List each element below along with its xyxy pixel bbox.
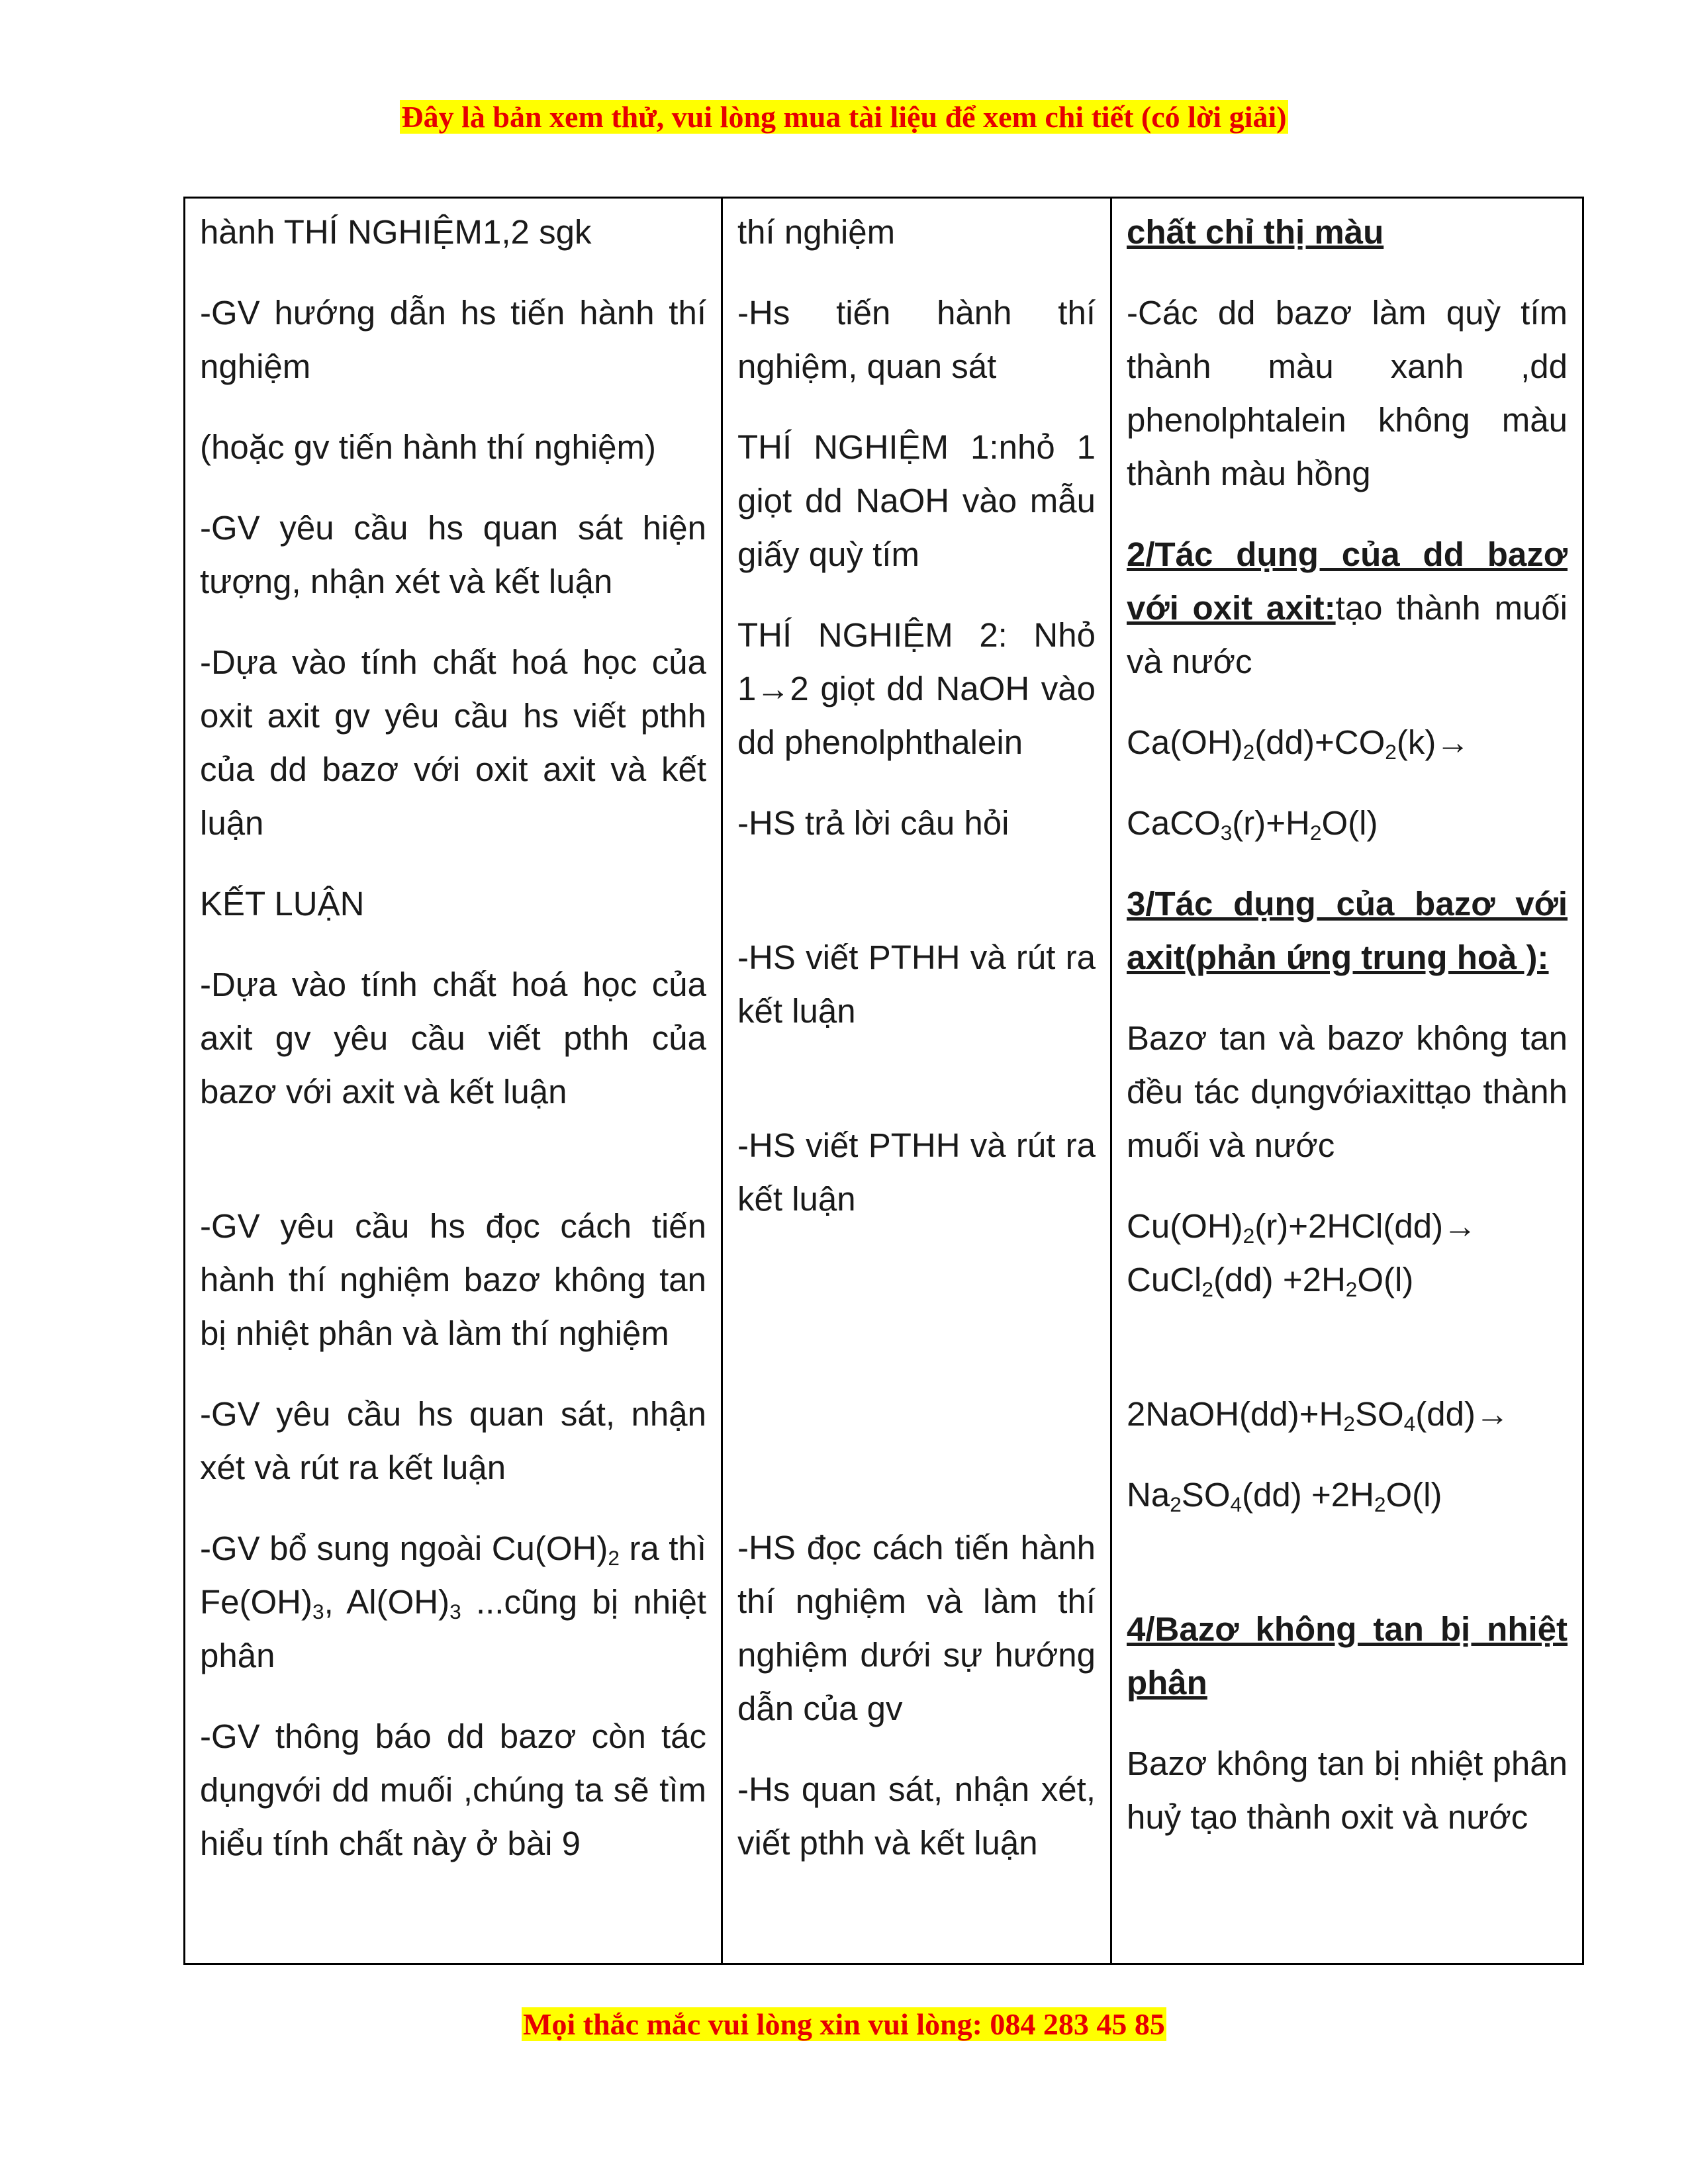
paragraph: -GV yêu cầu hs đọc cách tiến hành thí nghiệm bazơ không tan bị nhiệt phân và làm thí nghiệm (200, 1207, 706, 1352)
paragraph: thí nghiệm (737, 213, 896, 251)
equation: $2NaOH(dd)+H_2SO_4(dd)\to$ (1127, 1395, 1509, 1435)
equation: $Cu(OH)_2(r)+2HCl(dd)\to$ (1127, 1207, 1477, 1248)
paragraph: (hoặc gv tiến hành thí nghiệm) (200, 428, 656, 466)
paragraph: Bazơ không tan bị nhiệt phân huỷ tạo thành oxit và nước (1127, 1745, 1568, 1836)
paragraph: -GV yêu cầu hs quan sát, nhận xét và rút ra kết luận (200, 1395, 706, 1486)
equation: CuCl$_2$(dd) $+2H_2O(l)$ (1127, 1261, 1414, 1301)
paragraph: -Dựa vào tính chất hoá học của axit gv yêu cầu viết pthh của bazơ với axit và kết luận (200, 966, 706, 1111)
paragraph: -Các dd bazơ làm quỳ tím thành màu xanh ,dd phenolphtalein không màu thành màu hồng (1127, 294, 1568, 492)
section-heading: 2/Tác dụng của dd bazơ với oxit axit: (1127, 535, 1568, 627)
paragraph: -HS viết PTHH và rút ra kết luận (737, 938, 1096, 1030)
section-heading: 4/Bazơ không tan bị nhiệt phân (1127, 1610, 1568, 1702)
paragraph: -Hs quan sát, nhận xét, viết pthh và kết luận (737, 1770, 1096, 1862)
paragraph: Bazơ tan và bazơ không tan đều tác dụngvớiaxittạo thành muối và nước (1127, 1019, 1568, 1164)
student-activity-cell (722, 198, 1111, 1964)
section-heading: 3/Tác dụng của bazơ với axit(phản ứng trung hoà ): (1127, 885, 1568, 976)
preview-notice-banner: Đây là bản xem thử, vui lòng mua tài liệu để xem chi tiết (có lời giải) (401, 100, 1287, 134)
table-row (185, 198, 1583, 1964)
paragraph: -Hs tiến hành thí nghiệm, quan sát (737, 294, 1096, 385)
paragraph: 2/Tác dụng của dd bazơ với oxit axit:tạo thành muối và nước (1127, 535, 1568, 680)
equation: $CaCO_3(r)+H_2O(l)$ (1127, 804, 1378, 844)
paragraph: hành THÍ NGHIỆM1,2 sgk (200, 213, 592, 251)
content-cell (1111, 198, 1583, 1964)
paragraph: -GV thông báo dd bazơ còn tác dụngvới dd muối ,chúng ta sẽ tìm hiểu tính chất này ở bài 9 (200, 1717, 706, 1862)
paragraph: -HS viết PTHH và rút ra kết luận (737, 1126, 1096, 1218)
contact-banner: Mọi thắc mắc vui lòng xin vui lòng: 084 283 45 85 (523, 2007, 1165, 2041)
equation: $Ca(OH)_2(dd)+CO_2(k)\to$ (1127, 723, 1470, 764)
paragraph: THÍ NGHIỆM 1:nhỏ 1 giọt dd NaOH vào mẫu giấy quỳ tím (737, 428, 1096, 573)
paragraph: -HS trả lời câu hỏi (737, 804, 1009, 842)
paragraph: -Dựa vào tính chất hoá học của oxit axit gv yêu cầu hs viết pthh của dd bazơ với oxit axit và kết luận (200, 643, 706, 842)
paragraph: KẾT LUẬN (200, 885, 365, 923)
paragraph: -HS đọc cách tiến hành thí nghiệm và làm thí nghiệm dưới sự hướng dẫn của gv (737, 1529, 1096, 1727)
lesson-table (183, 197, 1584, 1965)
paragraph: -GV bổ sung ngoài $Cu(OH)_2$ ra thì $Fe(OH)_3$, $Al(OH)_3$ ...cũng bị nhiệt phân (200, 1529, 706, 1674)
section-heading: chất chỉ thị màu (1127, 213, 1384, 251)
paragraph: -GV hướng dẫn hs tiến hành thí nghiệm (200, 294, 706, 385)
teacher-activity-cell (185, 198, 722, 1964)
equation: $Na_2SO_4(dd) +2H_2O(l)$ (1127, 1476, 1442, 1516)
paragraph: THÍ NGHIỆM 2: Nhỏ 1→2 giọt dd NaOH vào dd phenolphthalein (737, 616, 1096, 761)
paragraph: -GV yêu cầu hs quan sát hiện tượng, nhận xét và kết luận (200, 509, 706, 600)
